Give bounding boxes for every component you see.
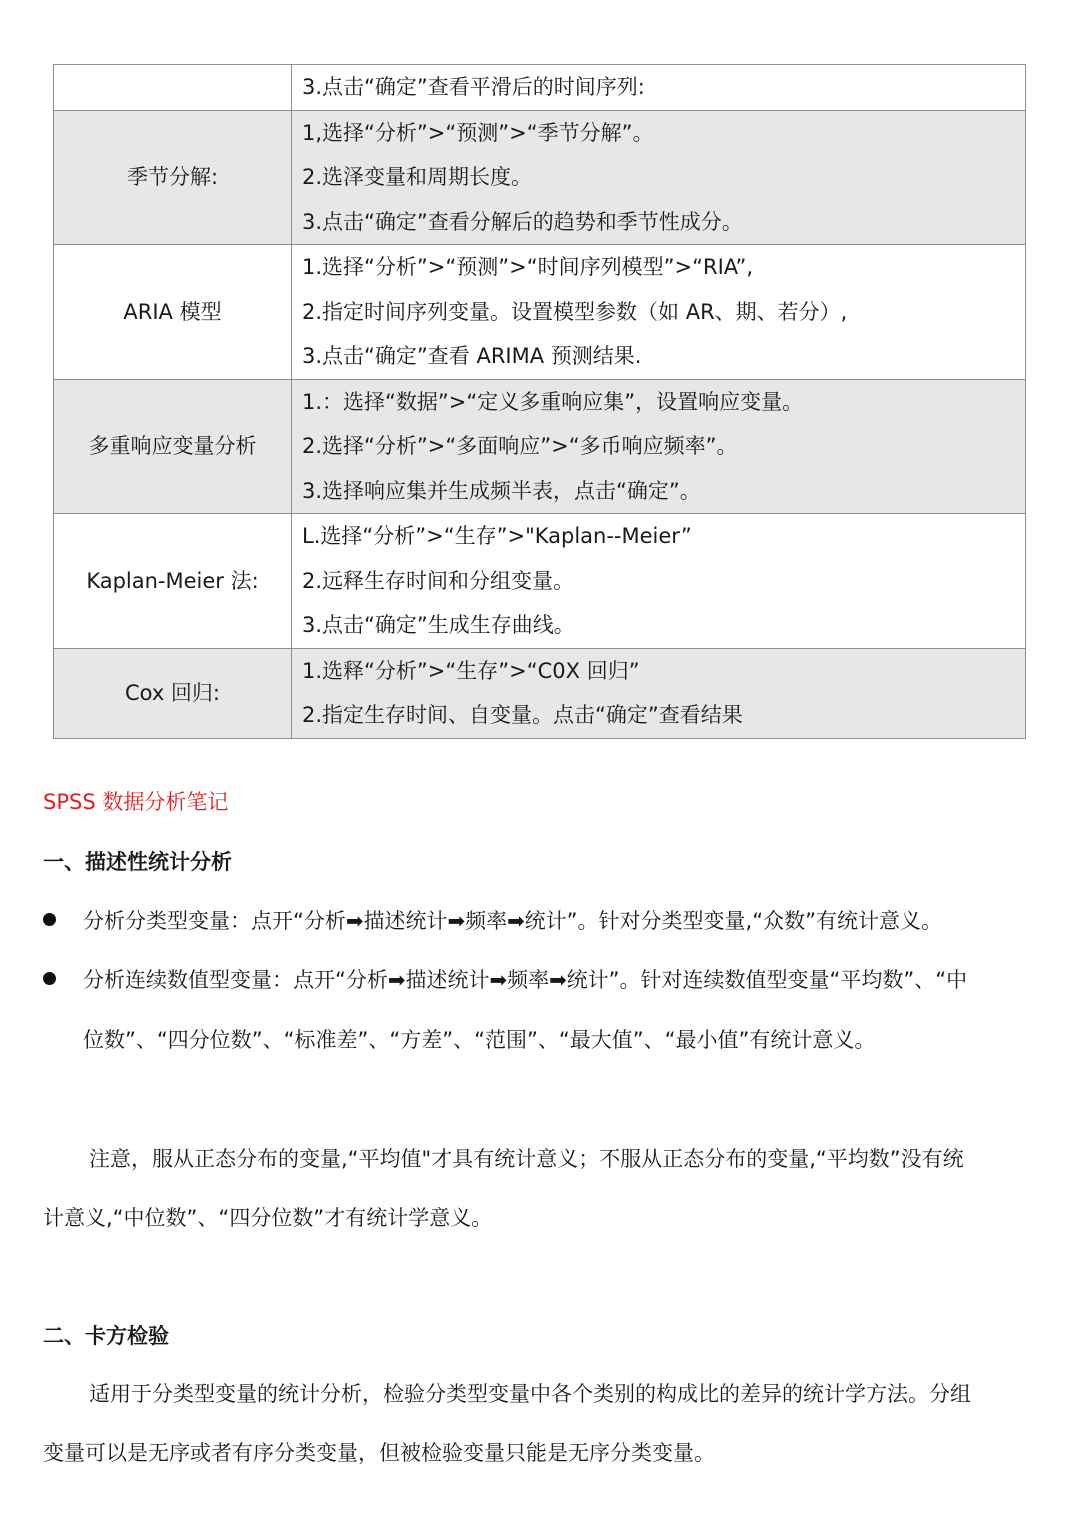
method-name-cell: 多重响应变量分析 <box>54 379 292 514</box>
bullet-icon <box>43 913 56 926</box>
section1-heading: 一、描述性统计分析 <box>43 850 232 874</box>
bullet-text: 分析分类型变量：点开“分析➡描述统计➡频率➡统计”。针对分类型变量,“众数”有统计意义。 <box>83 909 942 933</box>
method-name-cell: 季节分解: <box>54 110 292 245</box>
step-line: L.选择“分析”>“生存”>"Kaplan--Meier” <box>302 524 692 548</box>
table-row <box>54 110 1026 245</box>
steps-cell <box>292 379 1026 514</box>
spss-steps-table <box>53 64 1026 739</box>
steps-cell <box>292 245 1026 380</box>
step-line: 2.指定时间序列变量。设置模型参数（如 AR、期、若分）, <box>302 299 848 324</box>
steps-cell <box>292 110 1026 245</box>
step-line: 2.选泽变量和周期长度。 <box>302 165 533 189</box>
step-line: 1.选释“分析”>“生存”>“C0X 回归” <box>302 658 640 683</box>
step-line: 1.选择“分析”>“预测”>“时间序列模型”>“RIA”, <box>302 255 754 279</box>
table-row <box>54 245 1026 380</box>
bullet-text-continuation: 位数”、“四分位数”、“标准差”、“方差”、“范围”、“最大值”、“最小值”有统计意义。 <box>83 1028 876 1052</box>
method-name-cell <box>54 65 292 111</box>
method-name-cell: Kaplan-Meier 法: <box>54 514 292 649</box>
step-line: 2.指定生存时间、自变量。点击“确定”查看结果 <box>302 703 743 727</box>
step-line: 3.点击“确定”生成生存曲线。 <box>302 613 575 637</box>
step-line: 2.选择“分析”>“多面响应”>“多币响应频率”。 <box>302 434 738 458</box>
note-paragraph-line-2: 计意义,“中位数”、“四分位数”才有统计学意义。 <box>43 1206 493 1230</box>
table-row <box>54 65 1026 111</box>
bullet-icon <box>43 972 56 985</box>
method-name-cell: Cox 回归: <box>54 648 292 738</box>
step-line: 3.点击“确定”查看平滑后的时间序列: <box>302 75 645 99</box>
table-row <box>54 648 1026 738</box>
section2-paragraph-line-2: 变量可以是无序或者有序分类变量，但被检验变量只能是无序分类变量。 <box>43 1441 715 1465</box>
step-line: 3.选择响应集并生成频半表，点击“确定”。 <box>302 478 701 503</box>
step-line: 1,选择“分析”>“预测”>“季节分解”。 <box>302 120 654 145</box>
section2-heading: 二、卡方检验 <box>43 1324 169 1348</box>
steps-cell <box>292 65 1026 111</box>
note-paragraph-line-1: 注意，服从正态分布的变量,“平均值"才具有统计意义；不服从正态分布的变量,“平均数”没有统 <box>89 1147 964 1171</box>
table-row <box>54 514 1026 649</box>
step-line: 2.远释生存时间和分组变量。 <box>302 568 575 593</box>
table-row <box>54 379 1026 514</box>
method-name-cell: ARIA 模型 <box>54 245 292 380</box>
steps-cell <box>292 648 1026 738</box>
notes-title: SPSS 数据分析笔记 <box>43 790 229 814</box>
steps-cell <box>292 514 1026 649</box>
step-line: 3.点击“确定”查看分解后的趋势和季节性成分。 <box>302 209 743 234</box>
step-line: 1.：选择“数据”>“定义多重响应集”，设置响应变量。 <box>302 389 804 414</box>
step-line: 3.点击“确定”查看 ARIMA 预测结果. <box>302 344 642 368</box>
bullet-text: 分析连续数值型变量：点开“分析➡描述统计➡频率➡统计”。针对连续数值型变量“平均数”、“中 <box>83 968 968 992</box>
section2-paragraph-line-1: 适用于分类型变量的统计分析，检验分类型变量中各个类别的构成比的差异的统计学方法。分组 <box>89 1382 971 1406</box>
